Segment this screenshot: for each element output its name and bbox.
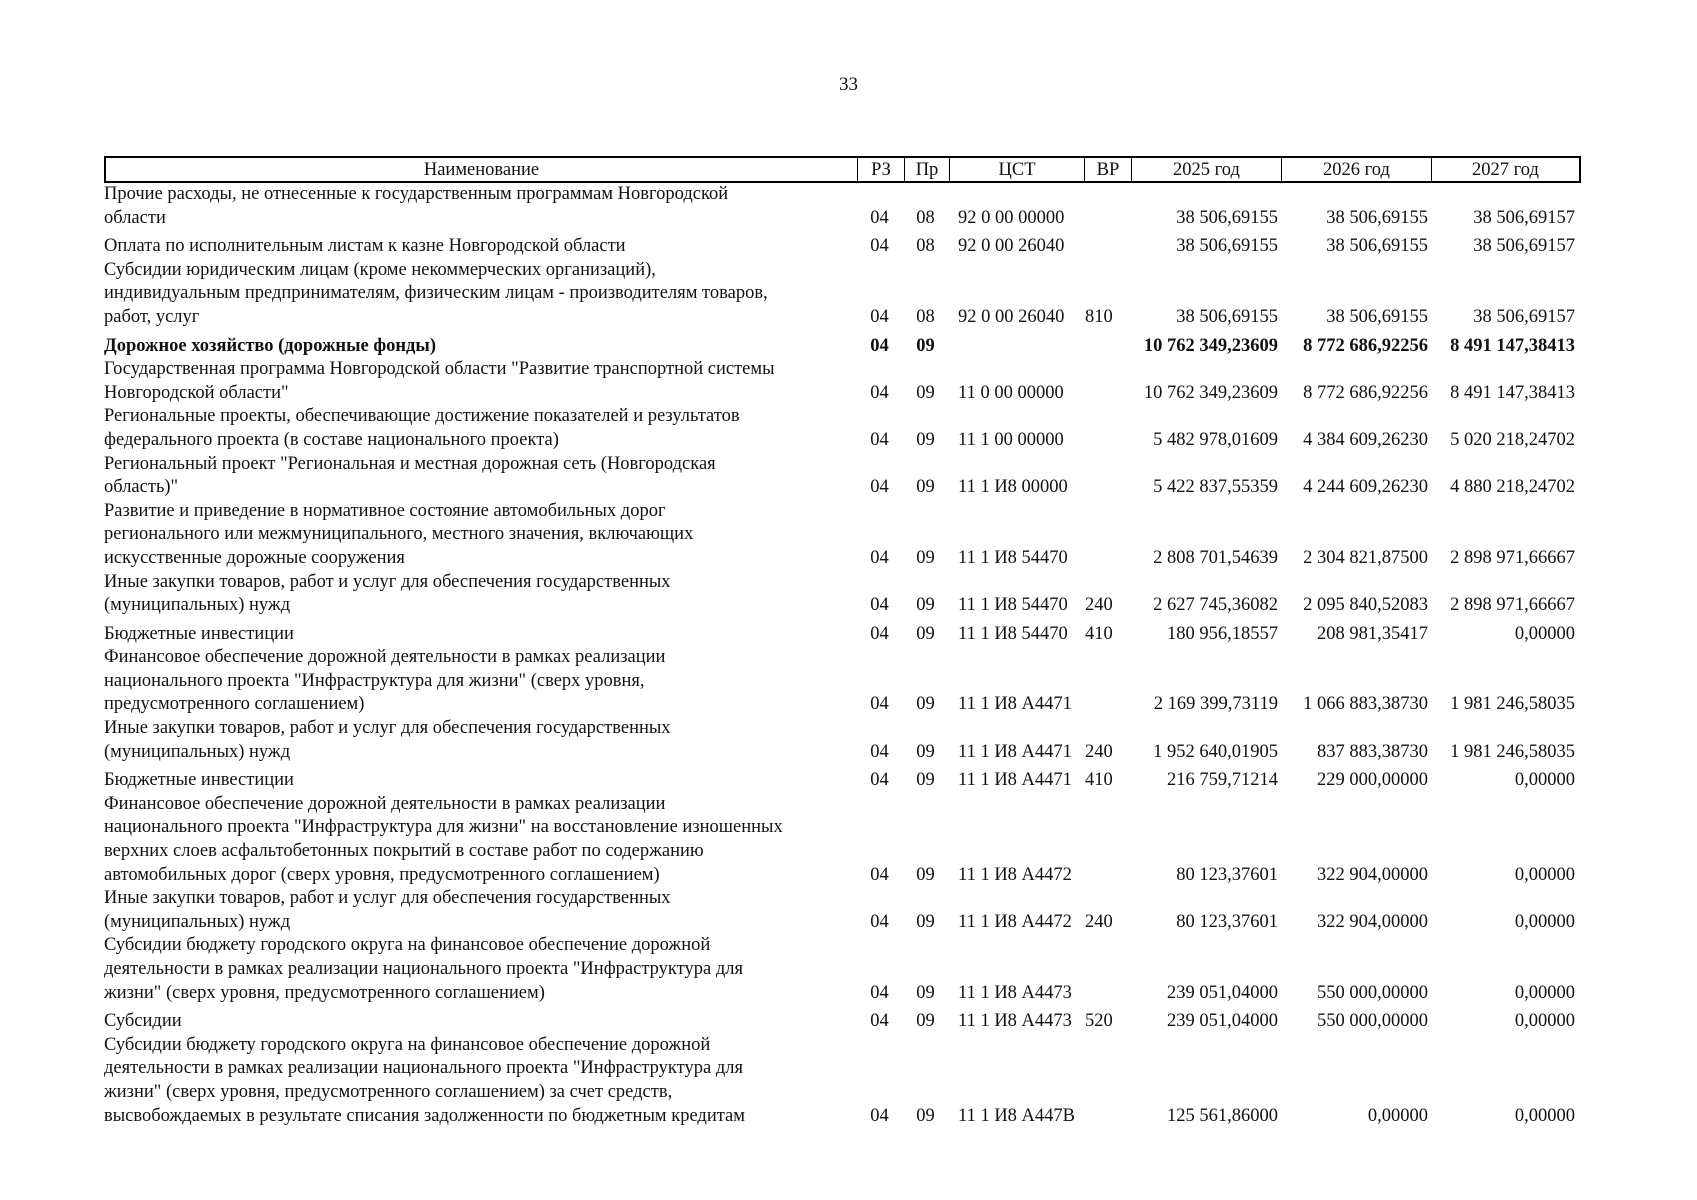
cell-2025: 239 051,04000	[1167, 1011, 1278, 1032]
cell-2025: 5 482 978,01609	[1153, 429, 1278, 450]
table-row	[104, 769, 1581, 793]
cell-2026: 4 384 609,26230	[1303, 429, 1428, 450]
cell-2027: 0,00000	[1514, 864, 1575, 885]
cell-rz: 04	[870, 335, 889, 356]
cell-2027: 38 506,69157	[1473, 306, 1575, 327]
cell-name: Финансовое обеспечение дорожной деятельности в рамках реализации национального проекта "Инфраструктура для жизни" на восстановление изношенных верхних слоев асфальтобетонных покрытий в составе работ по содержанию автомобильных дорог (сверх уровня, предусмотренного соглашением)	[104, 793, 783, 885]
cell-2025: 38 506,69155	[1176, 306, 1278, 327]
cell-pr: 09	[916, 477, 935, 498]
table-row	[104, 453, 1581, 500]
cell-pr: 09	[916, 595, 935, 616]
table-row	[104, 1010, 1581, 1034]
cell-pr: 08	[916, 306, 935, 327]
cell-rz: 04	[870, 595, 889, 616]
cell-2025: 80 123,37601	[1176, 864, 1278, 885]
cell-cst: 11 1 И8 А447В	[958, 1105, 1075, 1126]
cell-rz: 04	[870, 429, 889, 450]
header-pr: Пр	[905, 158, 950, 181]
header-2026: 2026 год	[1282, 158, 1432, 181]
cell-2027: 0,00000	[1514, 982, 1575, 1003]
cell-rz: 04	[870, 207, 889, 228]
cell-name: Региональные проекты, обеспечивающие достижение показателей и результатов федерального проекта (в составе национального проекта)	[104, 406, 740, 450]
cell-2026: 550 000,00000	[1317, 1011, 1428, 1032]
cell-2026: 8 772 686,92256	[1303, 382, 1428, 403]
cell-name: Финансовое обеспечение дорожной деятельности в рамках реализации национального проекта "Инфраструктура для жизни" (сверх уровня, предусмотренного соглашением)	[104, 647, 666, 715]
cell-name: Субсидии юридическим лицам (кроме некоммерческих организаций), индивидуальным предпринимателям, физическим лицам - производителям товаров, работ, услуг	[104, 259, 768, 327]
cell-2026: 208 981,35417	[1317, 623, 1428, 644]
cell-name: Бюджетные инвестиции	[104, 623, 294, 644]
table-row	[104, 335, 1581, 359]
cell-2027: 8 491 147,38413	[1450, 335, 1575, 356]
cell-vr: 810	[1085, 306, 1113, 327]
cell-vr: 410	[1085, 623, 1113, 644]
cell-2025: 216 759,71214	[1167, 770, 1278, 791]
cell-cst: 92 0 00 26040	[958, 236, 1065, 257]
cell-2025: 2 169 399,73119	[1153, 694, 1278, 715]
cell-name: Государственная программа Новгородской области "Развитие транспортной системы Новгородской области"	[104, 359, 775, 403]
cell-name: Бюджетные инвестиции	[104, 770, 294, 791]
cell-rz: 04	[870, 741, 889, 762]
cell-pr: 09	[916, 623, 935, 644]
cell-cst: 92 0 00 26040	[958, 306, 1065, 327]
cell-name: Иные закупки товаров, работ и услуг для обеспечения государственных (муниципальных) нужд	[104, 888, 671, 932]
cell-rz: 04	[870, 1011, 889, 1032]
cell-name: Иные закупки товаров, работ и услуг для обеспечения государственных (муниципальных) нужд	[104, 571, 671, 616]
cell-2027: 8 491 147,38413	[1450, 382, 1575, 403]
table-row	[104, 934, 1581, 1005]
cell-2027: 5 020 218,24702	[1450, 429, 1575, 450]
cell-pr: 09	[916, 382, 935, 403]
cell-cst: 11 1 И8 00000	[958, 477, 1068, 498]
header-cst: ЦСТ	[950, 158, 1085, 181]
cell-cst: 11 1 И8 54470	[958, 623, 1068, 644]
cell-2025: 1 952 640,01905	[1153, 741, 1278, 762]
cell-2026: 0,00000	[1367, 1105, 1428, 1126]
cell-2027: 0,00000	[1514, 1011, 1575, 1032]
cell-rz: 04	[870, 770, 889, 791]
cell-2026: 38 506,69155	[1326, 236, 1428, 257]
cell-cst: 11 1 И8 54470	[958, 595, 1068, 616]
header-2027: 2027 год	[1472, 160, 1539, 180]
cell-cst: 11 1 И8 А4471	[958, 694, 1072, 715]
table-row	[104, 571, 1581, 618]
cell-rz: 04	[870, 236, 889, 257]
cell-name: Субсидии бюджету городского округа на финансовое обеспечение дорожной деятельности в рамках реализации национального проекта "Инфраструктура для жизни" (сверх уровня, предусмотренного соглашением) за счет средств, высвобождаемых в результате списания задолженности по бюджетным кредитам	[104, 1034, 745, 1126]
cell-name: Субсидии бюджету городского округа на финансовое обеспечение дорожной деятельности в рамках реализации национального проекта "Инфраструктура для жизни" (сверх уровня, предусмотренного соглашением)	[104, 935, 743, 1003]
cell-rz: 04	[870, 547, 889, 568]
table-row	[104, 358, 1581, 405]
cell-vr: 410	[1085, 770, 1113, 791]
cell-2026: 38 506,69155	[1326, 207, 1428, 228]
table-header	[104, 156, 1581, 183]
cell-2025: 2 808 701,54639	[1153, 547, 1278, 568]
cell-vr: 240	[1085, 741, 1113, 762]
cell-pr: 08	[916, 236, 935, 257]
header-rz: РЗ	[858, 158, 905, 181]
cell-cst: 11 1 И8 А4473	[958, 982, 1072, 1003]
cell-rz: 04	[870, 306, 889, 327]
cell-vr: 240	[1085, 595, 1113, 616]
table-row	[104, 183, 1581, 230]
cell-cst: 11 0 00 00000	[958, 382, 1064, 403]
cell-2027: 1 981 246,58035	[1450, 694, 1575, 715]
cell-2026: 8 772 686,92256	[1303, 335, 1428, 356]
cell-2027: 0,00000	[1514, 623, 1575, 644]
cell-pr: 09	[916, 864, 935, 885]
cell-cst: 11 1 И8 А4472	[958, 911, 1072, 932]
cell-name: Оплата по исполнительным листам к казне Новгородской области	[104, 236, 626, 257]
cell-2025: 10 762 349,23609	[1143, 382, 1278, 403]
cell-2027: 2 898 971,66667	[1450, 595, 1575, 616]
cell-2027: 4 880 218,24702	[1450, 477, 1575, 498]
cell-rz: 04	[870, 1105, 889, 1126]
table-row	[104, 259, 1581, 330]
header-vr: ВР	[1085, 158, 1132, 181]
cell-2025: 38 506,69155	[1176, 236, 1278, 257]
cell-cst: 11 1 И8 54470	[958, 547, 1068, 568]
table-row	[104, 405, 1581, 452]
cell-2026: 2 304 821,87500	[1303, 547, 1428, 568]
cell-2025: 38 506,69155	[1176, 207, 1278, 228]
cell-pr: 09	[916, 429, 935, 450]
cell-pr: 09	[916, 335, 935, 356]
header-2025: 2025 год	[1132, 158, 1282, 181]
cell-cst: 92 0 00 00000	[958, 207, 1065, 228]
cell-name: Субсидии	[104, 1011, 182, 1032]
cell-2026: 322 904,00000	[1317, 911, 1428, 932]
cell-name: Региональный проект "Региональная и местная дорожная сеть (Новгородская область)"	[104, 453, 716, 498]
cell-rz: 04	[870, 694, 889, 715]
cell-2026: 4 244 609,26230	[1303, 477, 1428, 498]
budget-table	[104, 156, 1581, 1128]
cell-rz: 04	[870, 864, 889, 885]
cell-2027: 38 506,69157	[1473, 236, 1575, 257]
cell-2025: 180 956,18557	[1167, 623, 1278, 644]
cell-2026: 1 066 883,38730	[1303, 694, 1428, 715]
cell-2026: 2 095 840,52083	[1303, 595, 1428, 616]
cell-name: Иные закупки товаров, работ и услуг для обеспечения государственных (муниципальных) нужд	[104, 718, 671, 762]
table-row	[104, 717, 1581, 764]
table-row	[104, 1034, 1581, 1128]
cell-pr: 09	[916, 770, 935, 791]
cell-pr: 09	[916, 911, 935, 932]
cell-pr: 09	[916, 547, 935, 568]
cell-2027: 38 506,69157	[1473, 207, 1575, 228]
table-row	[104, 235, 1581, 259]
cell-rz: 04	[870, 477, 889, 498]
cell-vr: 520	[1085, 1011, 1113, 1032]
cell-2025: 239 051,04000	[1167, 982, 1278, 1003]
cell-name: Дорожное хозяйство (дорожные фонды)	[104, 335, 437, 356]
cell-name: Прочие расходы, не отнесенные к государственным программам Новгородской области	[104, 184, 729, 228]
cell-cst: 11 1 И8 А4472	[958, 864, 1072, 885]
table-body	[104, 183, 1581, 1128]
cell-2027: 0,00000	[1514, 911, 1575, 932]
header-name: Наименование	[106, 158, 858, 181]
cell-2025: 5 422 837,55359	[1153, 477, 1278, 498]
cell-2027: 1 981 246,58035	[1450, 741, 1575, 762]
cell-2027: 0,00000	[1514, 1105, 1575, 1126]
cell-2027: 0,00000	[1514, 770, 1575, 791]
cell-cst: 11 1 И8 А4471	[958, 770, 1072, 791]
cell-rz: 04	[870, 982, 889, 1003]
page-number: 33	[839, 74, 858, 95]
cell-2026: 837 883,38730	[1317, 741, 1428, 762]
cell-pr: 08	[916, 207, 935, 228]
table-row	[104, 793, 1581, 887]
cell-2026: 38 506,69155	[1326, 306, 1428, 327]
cell-rz: 04	[870, 623, 889, 644]
cell-name: Развитие и приведение в нормативное состояние автомобильных дорог регионального или межмуниципального, местного значения, включающих искусственные дорожные сооружения	[104, 500, 694, 568]
cell-2026: 322 904,00000	[1317, 864, 1428, 885]
cell-pr: 09	[916, 1105, 935, 1126]
table-row	[104, 623, 1581, 647]
cell-2025: 125 561,86000	[1167, 1105, 1278, 1126]
cell-2025: 80 123,37601	[1176, 911, 1278, 932]
cell-rz: 04	[870, 911, 889, 932]
cell-2025: 10 762 349,23609	[1143, 335, 1278, 356]
table-row	[104, 500, 1581, 571]
cell-cst: 11 1 И8 А4471	[958, 741, 1072, 762]
cell-cst: 11 1 00 00000	[958, 429, 1064, 450]
cell-2026: 229 000,00000	[1317, 770, 1428, 791]
cell-cst: 11 1 И8 А4473	[958, 1011, 1072, 1032]
cell-rz: 04	[870, 382, 889, 403]
cell-pr: 09	[916, 1011, 935, 1032]
cell-pr: 09	[916, 694, 935, 715]
table-row	[104, 646, 1581, 717]
table-row	[104, 887, 1581, 934]
cell-pr: 09	[916, 982, 935, 1003]
cell-pr: 09	[916, 741, 935, 762]
cell-vr: 240	[1085, 911, 1113, 932]
cell-2025: 2 627 745,36082	[1153, 595, 1278, 616]
cell-2027: 2 898 971,66667	[1450, 547, 1575, 568]
cell-2026: 550 000,00000	[1317, 982, 1428, 1003]
